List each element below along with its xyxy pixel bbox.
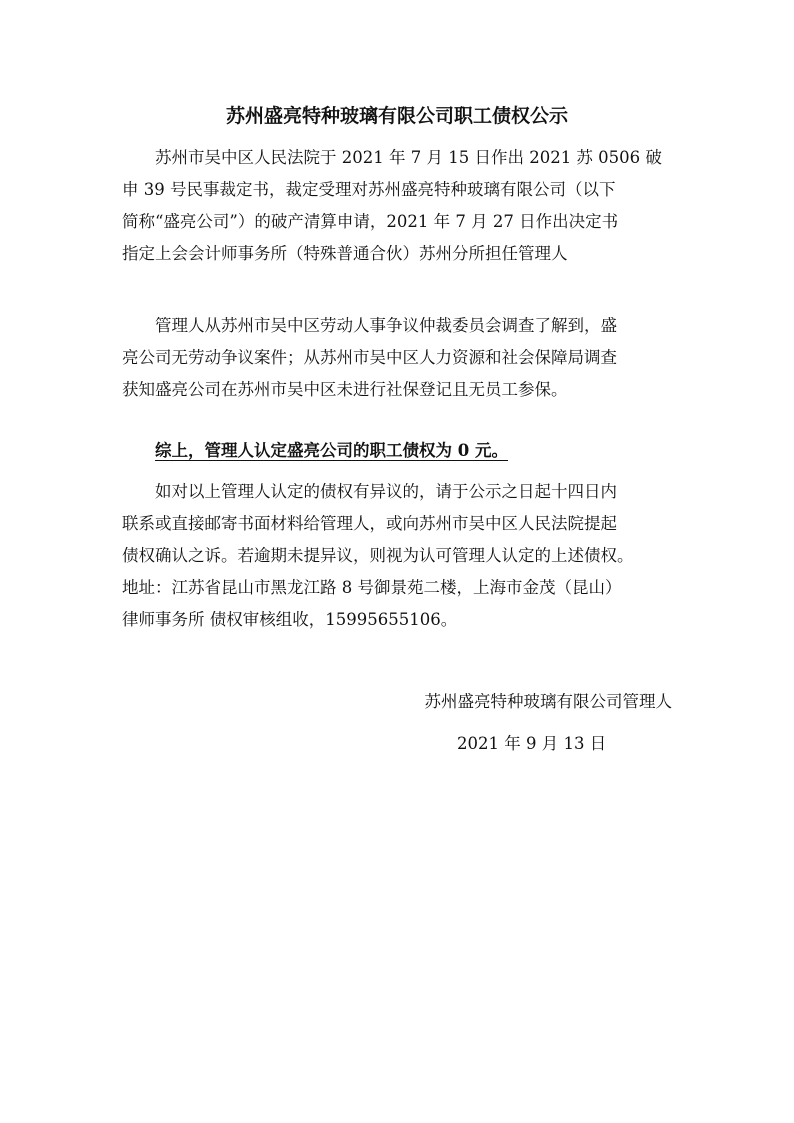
paragraph-line: 管理人从苏州市吴中区劳动人事争议仲裁委员会调查了解到，盛 xyxy=(155,316,617,335)
paragraph-court-ruling xyxy=(122,142,678,270)
signature: 苏州盛亮特种玻璃有限公司管理人 xyxy=(424,692,672,711)
paragraph-line: 苏州市吴中区人民法院于 2021 年 7 月 15 日作出 2021 苏 0506 破 xyxy=(155,148,662,167)
paragraph-line: 申 39 号民事裁定书，裁定受理对苏州盛亮特种玻璃有限公司（以下 xyxy=(122,180,616,199)
paragraph-conclusion xyxy=(122,435,678,467)
paragraph-line: 如对以上管理人认定的债权有异议的，请于公示之日起十四日内 xyxy=(155,482,617,501)
address-line: 地址：江苏省昆山市黑龙江路 8 号御景苑二楼，上海市金茂（昆山） xyxy=(122,578,622,597)
paragraph-objection-notice xyxy=(122,476,678,636)
paragraph-line: 指定上会会计师事务所（特殊普通合伙）苏州分所担任管理人 xyxy=(122,244,568,263)
paragraph-line: 债权确认之诉。若逾期未提异议，则视为认可管理人认定的上述债权。 xyxy=(122,546,634,565)
paragraph-line: 亮公司无劳动争议案件；从苏州市吴中区人力资源和社会保障局调查 xyxy=(122,348,617,367)
document-title: 苏州盛亮特种玻璃有限公司职工债权公示 xyxy=(225,105,568,127)
paragraph-line: 简称“盛亮公司”）的破产清算申请，2021 年 7 月 27 日作出决定书 xyxy=(122,212,619,231)
document-date: 2021 年 9 月 13 日 xyxy=(457,734,607,753)
conclusion-text: 综上，管理人认定盛亮公司的职工债权为 0 元。 xyxy=(155,441,508,460)
paragraph-line: 联系或直接邮寄书面材料给管理人，或向苏州市吴中区人民法院提起 xyxy=(122,514,617,533)
address-line: 律师事务所 债权审核组收，15995655106。 xyxy=(122,610,458,629)
paragraph-line: 获知盛亮公司在苏州市吴中区未进行社保登记且无员工参保。 xyxy=(122,380,568,399)
paragraph-investigation xyxy=(122,310,678,406)
